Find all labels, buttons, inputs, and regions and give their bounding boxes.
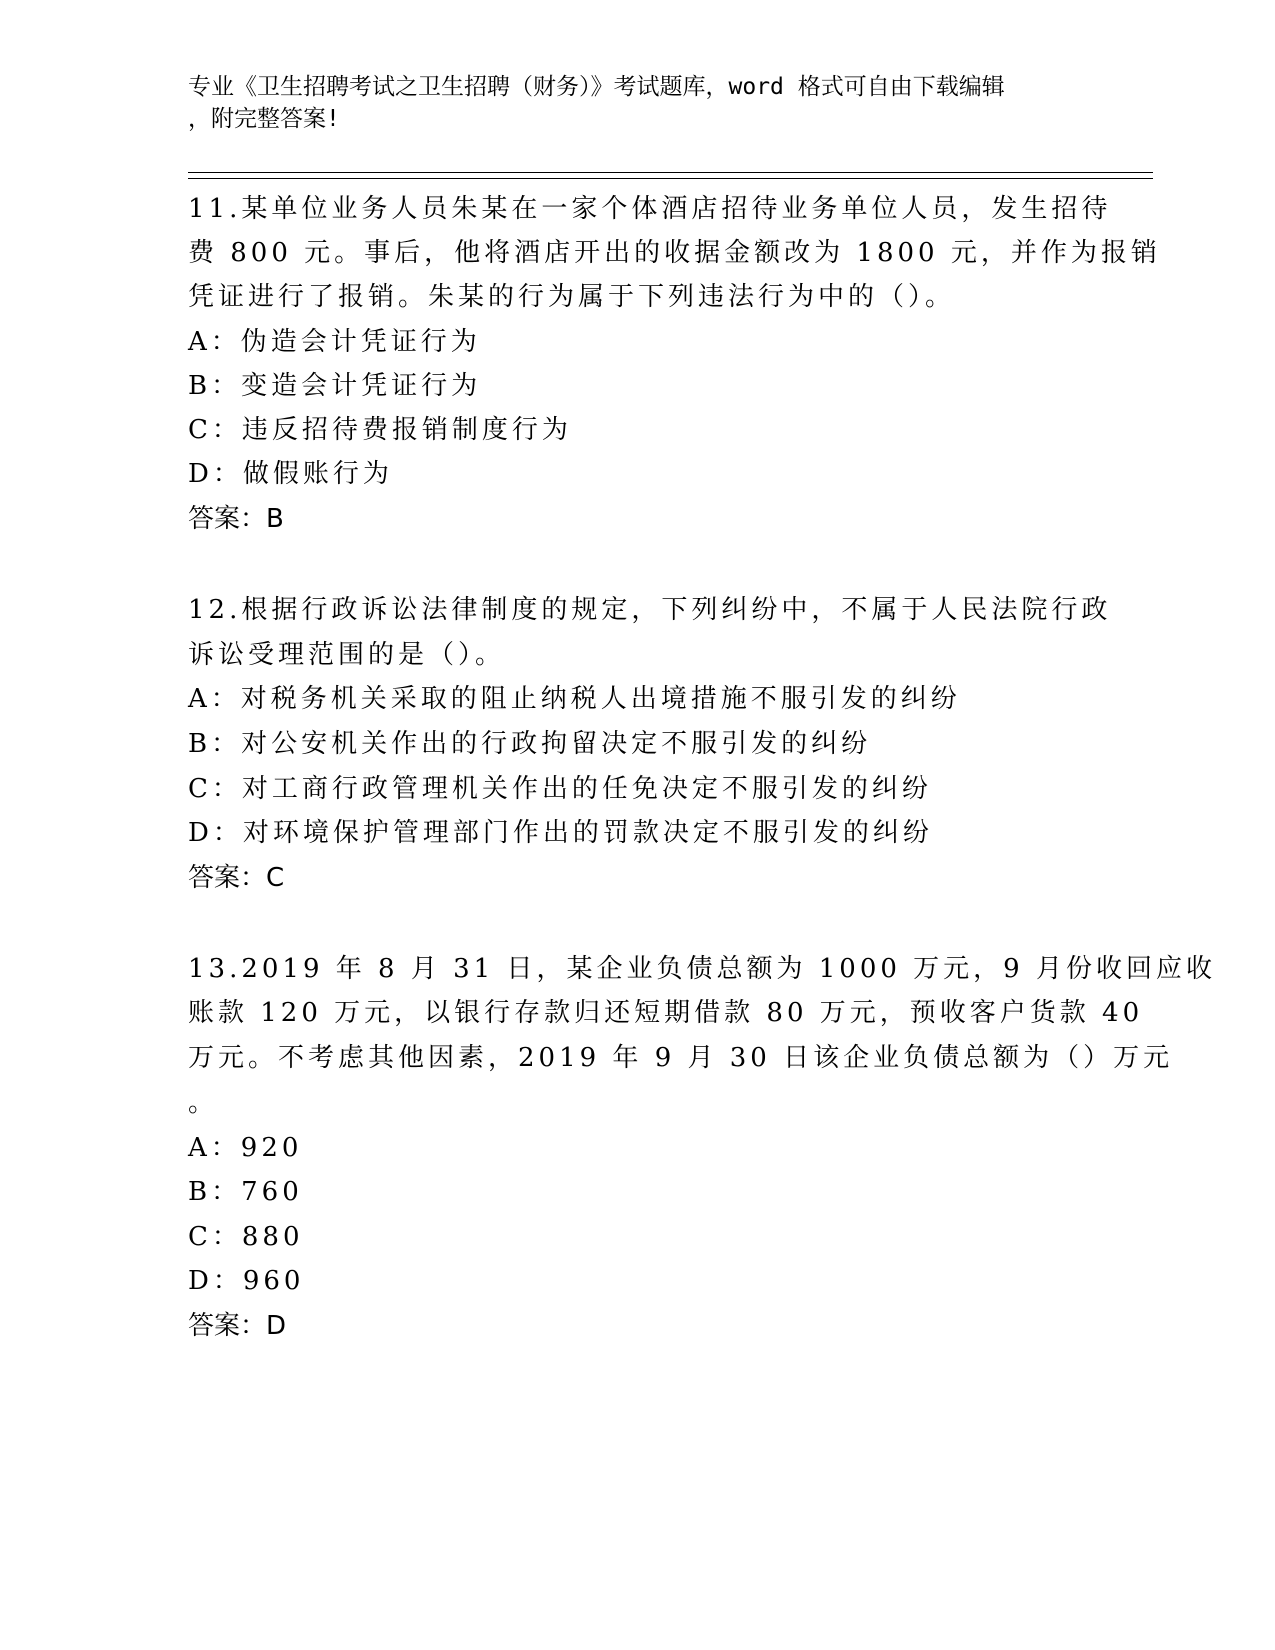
question-11-stem-line-2: 费 800 元。事后，他将酒店开出的收据金额改为 1800 元，并作为报销 <box>188 238 1161 268</box>
question-11-option-c: C：违反招待费报销制度行为 <box>188 415 572 445</box>
question-13-answer: 答案：D <box>188 1311 287 1341</box>
question-12-option-c: C：对工商行政管理机关作出的任免决定不服引发的纠纷 <box>188 774 932 804</box>
question-13-stem-line-1: 13.2019 年 8 月 31 日，某企业负债总额为 1000 万元，9 月份收回应收 <box>188 954 1216 984</box>
question-11-option-b: B：变造会计凭证行为 <box>188 371 482 401</box>
question-13-stem-line-4: 。 <box>188 1088 219 1118</box>
question-12-stem-line-2: 诉讼受理范围的是（）。 <box>188 640 506 670</box>
question-12-option-a: A：对税务机关采取的阻止纳税人出境措施不服引发的纠纷 <box>188 684 961 714</box>
question-13-option-b: B：760 <box>188 1177 303 1207</box>
question-13-stem-line-2: 账款 120 万元，以银行存款归还短期借款 80 万元，预收客户货款 40 <box>188 998 1144 1028</box>
header-divider-bottom <box>188 178 1153 179</box>
question-11-option-a: A：伪造会计凭证行为 <box>188 327 481 357</box>
question-13-option-c: C：880 <box>188 1222 304 1252</box>
question-12-option-d: D：对环境保护管理部门作出的罚款决定不服引发的纠纷 <box>188 818 933 848</box>
question-13-option-d: D：960 <box>188 1266 305 1296</box>
question-13-stem-line-3: 万元。不考虑其他因素，2019 年 9 月 30 日该企业负债总额为（）万元 <box>188 1043 1174 1073</box>
question-11-stem-line-3: 凭证进行了报销。朱某的行为属于下列违法行为中的（）。 <box>188 282 956 312</box>
question-11-stem-line-1: 11.某单位业务人员朱某在一家个体酒店招待业务单位人员，发生招待 <box>188 194 1112 224</box>
question-12-answer: 答案：C <box>188 863 285 893</box>
question-11-option-d: D：做假账行为 <box>188 459 393 489</box>
question-13-option-a: A：920 <box>188 1133 303 1163</box>
header-divider-top <box>188 172 1153 173</box>
question-12-stem-line-1: 12.根据行政诉讼法律制度的规定，下列纠纷中，不属于人民法院行政 <box>188 595 1112 625</box>
header-text-line-2: ，附完整答案! <box>188 106 340 132</box>
question-12-option-b: B：对公安机关作出的行政拘留决定不服引发的纠纷 <box>188 729 872 759</box>
question-11-answer: 答案：B <box>188 504 284 534</box>
header-text-line-1: 专业《卫生招聘考试之卫生招聘（财务）》考试题库，word 格式可自由下载编辑 <box>188 74 1005 100</box>
